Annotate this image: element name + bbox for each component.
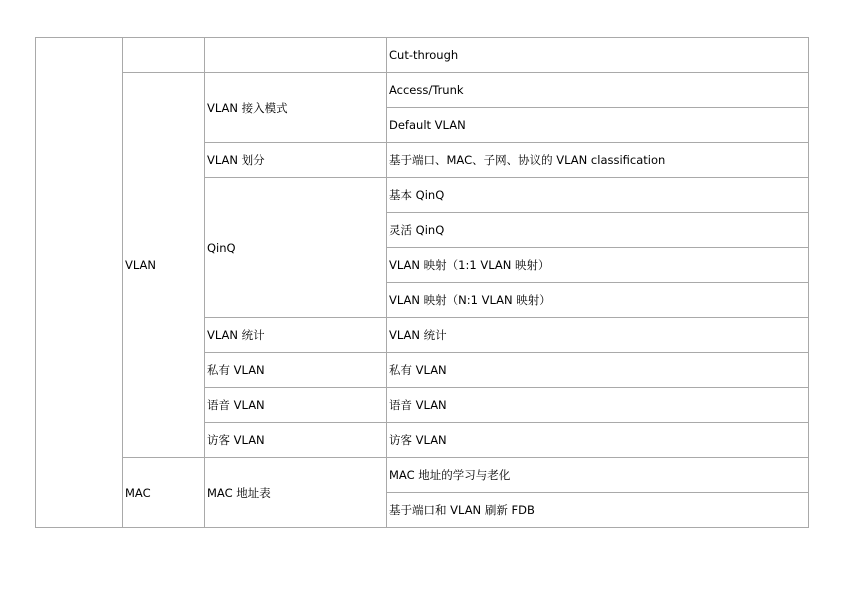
spec-table (35, 37, 809, 528)
subfeature-vlan-partition: VLAN 划分 (205, 143, 387, 178)
detail-guest-vlan: 访客 VLAN (387, 423, 809, 458)
feature-vlan: VLAN (123, 73, 205, 458)
feature-mac: MAC (123, 458, 205, 528)
detail-access-trunk: Access/Trunk (387, 73, 809, 108)
detail-vlan-stats: VLAN 统计 (387, 318, 809, 353)
table-row (36, 38, 809, 73)
subfeature-guest-vlan: 访客 VLAN (205, 423, 387, 458)
subfeature-vlan-access-mode: VLAN 接入模式 (205, 73, 387, 143)
detail-basic-qinq: 基本 QinQ (387, 178, 809, 213)
subfeature-mac-table: MAC 地址表 (205, 458, 387, 528)
subfeature-qinq: QinQ (205, 178, 387, 318)
table-row (36, 73, 809, 108)
category-cell-empty (36, 38, 123, 528)
detail-default-vlan: Default VLAN (387, 108, 809, 143)
subfeature-private-vlan: 私有 VLAN (205, 353, 387, 388)
detail-flexible-qinq: 灵活 QinQ (387, 213, 809, 248)
detail-fdb-refresh: 基于端口和 VLAN 刷新 FDB (387, 493, 809, 528)
detail-vlan-mapping-1-1: VLAN 映射（1:1 VLAN 映射） (387, 248, 809, 283)
detail-mac-learning-aging: MAC 地址的学习与老化 (387, 458, 809, 493)
subfeature-cell-empty (205, 38, 387, 73)
detail-cut-through: Cut-through (387, 38, 809, 73)
detail-vlan-mapping-n-1: VLAN 映射（N:1 VLAN 映射） (387, 283, 809, 318)
table-row (36, 458, 809, 493)
detail-vlan-classification: 基于端口、MAC、子网、协议的 VLAN classification (387, 143, 809, 178)
feature-cell-empty (123, 38, 205, 73)
detail-private-vlan: 私有 VLAN (387, 353, 809, 388)
subfeature-vlan-stats: VLAN 统计 (205, 318, 387, 353)
detail-voice-vlan: 语音 VLAN (387, 388, 809, 423)
subfeature-voice-vlan: 语音 VLAN (205, 388, 387, 423)
